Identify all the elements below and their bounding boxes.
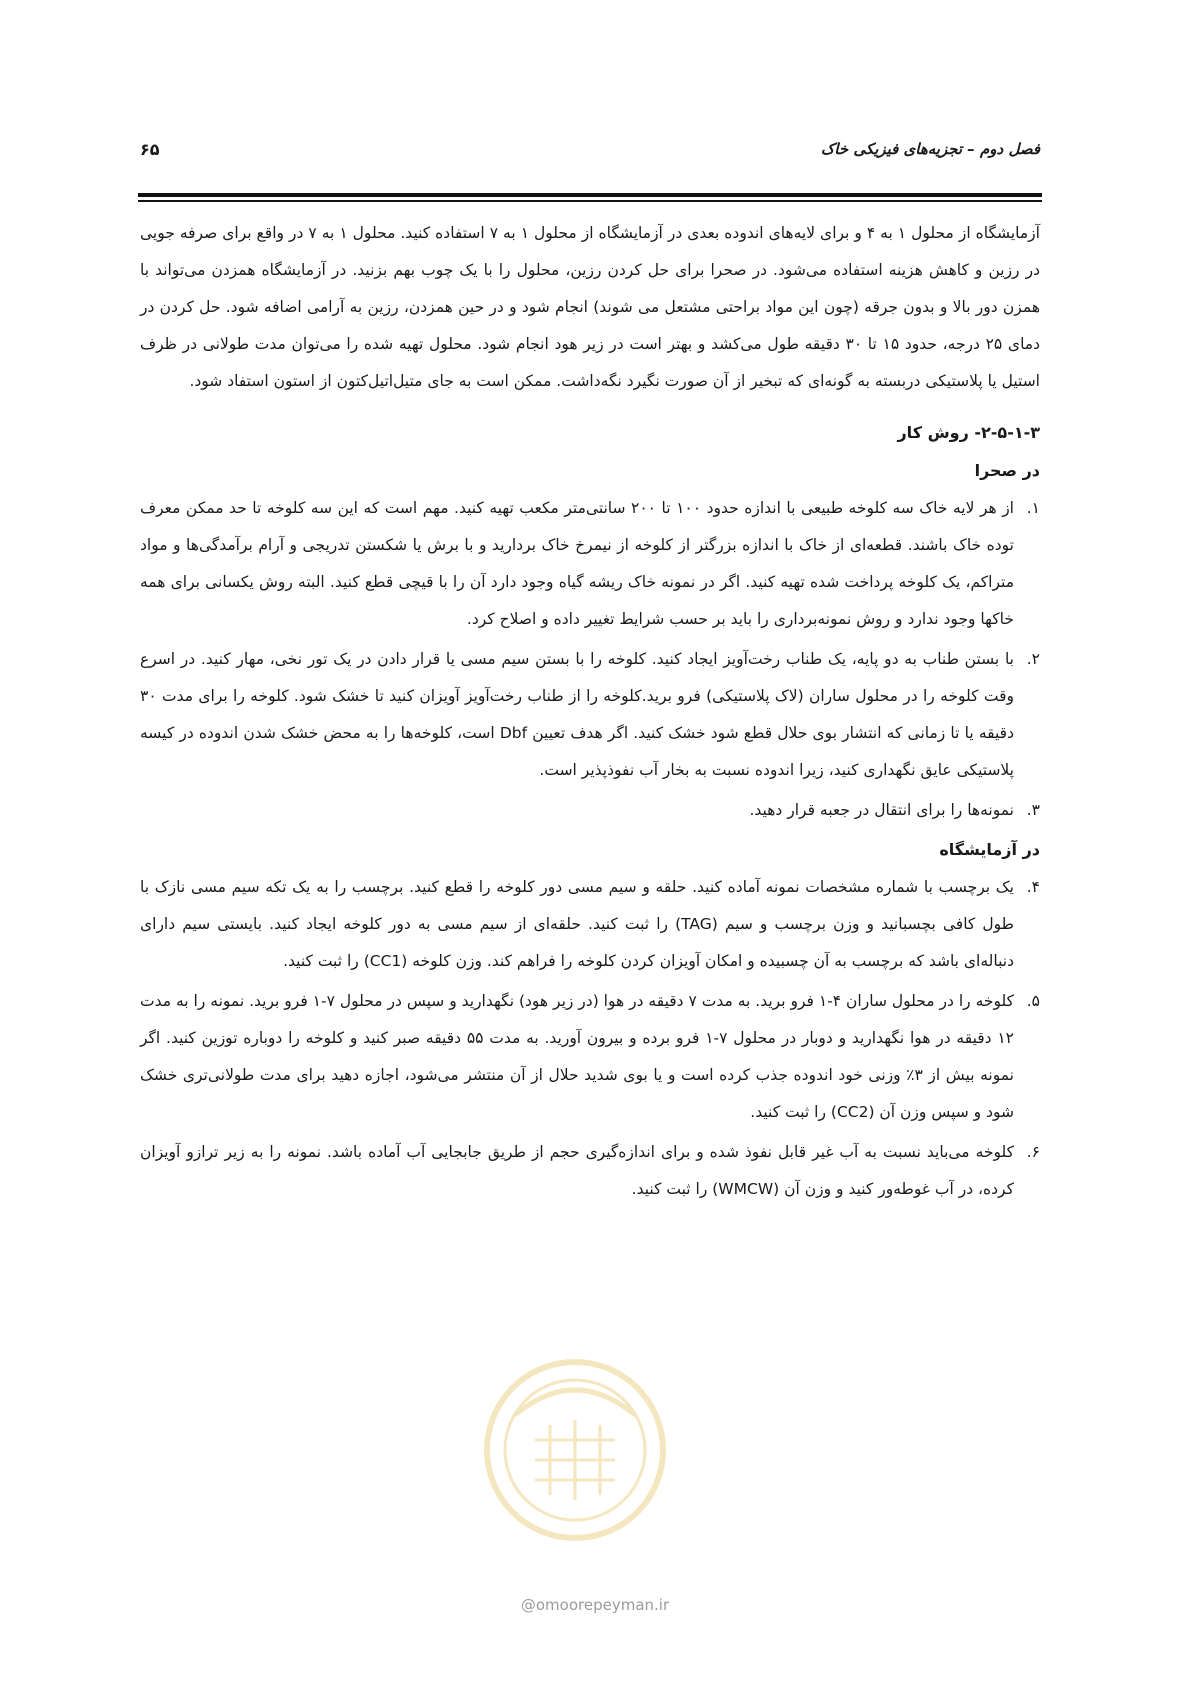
step-text: نمونه‌ها را برای انتقال در جعبه قرار دهید. [749, 801, 1014, 819]
step-number: ۲. [1026, 650, 1040, 668]
step-text: کلوخه را در محلول ساران ۴-۱ فرو برید. به مدت ۷ دقیقه در هوا (در زیر هود) نگهدارید و سپس در محلول ۷-۱ فرو برید. نمونه را به مدت ۱۲ دقیقه در هوا نگهدارید و دوبار در محلول ۷-۱ فرو برده و بیرون آورید. به مدت ۵۵ دقیقه صبر کنید و کلوخه را دوباره توزین کنید. اگر نمونه بیش از ۳٪ وزنی خود اندوده جذب کرده است و یا بوی شدید حلال از آن منتشر می‌شود، اجازه دهید برای مدت طولانی‌تری خشک شود و سپس وزن آن (CC2) را ثبت کنید. [140, 992, 1014, 1121]
running-header-chapter: فصل دوم – تجزیه‌های فیزیکی خاک [820, 140, 1040, 158]
page-number: ۶۵ [140, 140, 160, 159]
list-item [140, 641, 1040, 789]
step-text: کلوخه می‌باید نسبت به آب غیر قابل نفوذ شده و برای اندازه‌گیری حجم از طریق جابجایی آب آماده باشد. نمونه را به زیر ترازو آویزان کرده، در آب غوطه‌ور کنید و وزن آن (WMCW) را ثبت کنید. [140, 1143, 1014, 1198]
step-number: ۴. [1026, 878, 1040, 896]
step-text: با بستن طناب به دو پایه، یک طناب رخت‌آویز ایجاد کنید. کلوخه را با بستن سیم مسی یا قرار دادن در یک تور نخی، مهار کنید. در اسرع وقت کلوخه را در محلول ساران (لاک پلاستیکی) فرو برید.کلوخه را از طناب رخت‌آویز آویزان کنید تا خشک شود. کلوخه را برای مدت ۳۰ دقیقه یا تا زمانی که انتشار بوی حلال قطع شود خشک کنید. اگر هدف تعیین Dbf است، کلوخه‌ها را به محض خشک شدن اندوده در کیسه پلاستیکی عایق نگهداری کنید، زیرا اندوده نسبت به بخار آب نفوذپذیر است. [140, 650, 1014, 779]
field-subheading: در صحرا [974, 461, 1040, 480]
header-rule-thin [138, 200, 1042, 202]
field-steps-list [140, 490, 1040, 829]
watermark-seal-icon [455, 1345, 695, 1555]
intro-paragraph: آزمایشگاه از محلول ۱ به ۴ و برای لایه‌های اندوده بعدی در آزمایشگاه از محلول ۱ به ۷ استفاده کنید. محلول ۱ به ۷ در واقع برای صرفه جویی در رزین و کاهش هزینه استفاده می‌شود. در صحرا برای حل کردن رزین، محلول را با یک چوب بهم بزنید. در آزمایشگاه همزدن می‌تواند با همزن دور بالا و بدون جرقه (چون این مواد براحتی مشتعل می شوند) انجام شود و در حین همزدن، رزین به آرامی اضافه شود. حل کردن در دمای ۲۵ درجه، حدود ۱۵ تا ۳۰ دقیقه طول می‌کشد و بهتر است در زیر هود انجام شود. محلول تهیه شده را می‌توان مدت طولانی در ظرف استیل یا پلاستیکی دربسته به گونه‌ای که تبخیر از آن صورت نگیرد نگه‌داشت. ممکن است به جای متیل‌اتیل‌کتون از استون استفاد شود. [140, 224, 1040, 390]
step-number: ۶. [1026, 1143, 1040, 1161]
step-number: ۳. [1026, 801, 1040, 819]
step-text: از هر لایه خاک سه کلوخه طبیعی با اندازه حدود ۱۰۰ تا ۲۰۰ سانتی‌متر مکعب تهیه کنید. مهم است که این سه کلوخه تا حد ممکن معرف توده خاک باشند. قطعه‌ای از خاک با اندازه بزرگتر از کلوخه از نیمرخ خاک بردارید و با برش یا شکستن تدریجی و آرام برآمدگی‌ها و مواد متراکم، یک کلوخه پرداخت شده تهیه کنید. اگر در نمونه خاک ریشه گیاه وجود دارد آن را با قیچی قطع کنید. البته روش یکسانی برای همه خاکها وجود ندارد و روش نمونه‌برداری را باید بر حسب شرایط تغییر داده و اصلاح کرد. [140, 499, 1014, 628]
step-number: ۱. [1026, 499, 1040, 517]
lab-steps-list [140, 869, 1040, 1208]
section-heading: ۲-۵-۱-۳- روش کار [897, 423, 1040, 442]
watermark-site-text: @omoorepeyman.ir [520, 1596, 670, 1614]
list-item [140, 792, 1040, 829]
lab-subheading: در آزمایشگاه [939, 840, 1040, 859]
header-rule-thick [138, 193, 1042, 197]
list-item [140, 1134, 1040, 1208]
list-item [140, 490, 1040, 638]
list-item [140, 869, 1040, 980]
page-body [140, 215, 1040, 1211]
step-text: یک برچسب با شماره مشخصات نمونه آماده کنید. حلقه و سیم مسی دور کلوخه را قطع کنید. برچسب را به یک تکه سیم مسی نازک با طول کافی بچسبانید و وزن برچسب و سیم (TAG) را ثبت کنید. حلقه‌ای از سیم مسی به دور کلوخه ایجاد کنید. بایستی سیم دارای دنباله‌ای باشد که برچسب به آن چسبیده و امکان آویزان کردن کلوخه را فراهم کند. وزن کلوخه (CC1) را ثبت کنید. [140, 878, 1014, 970]
step-number: ۵. [1026, 992, 1040, 1010]
list-item [140, 983, 1040, 1131]
